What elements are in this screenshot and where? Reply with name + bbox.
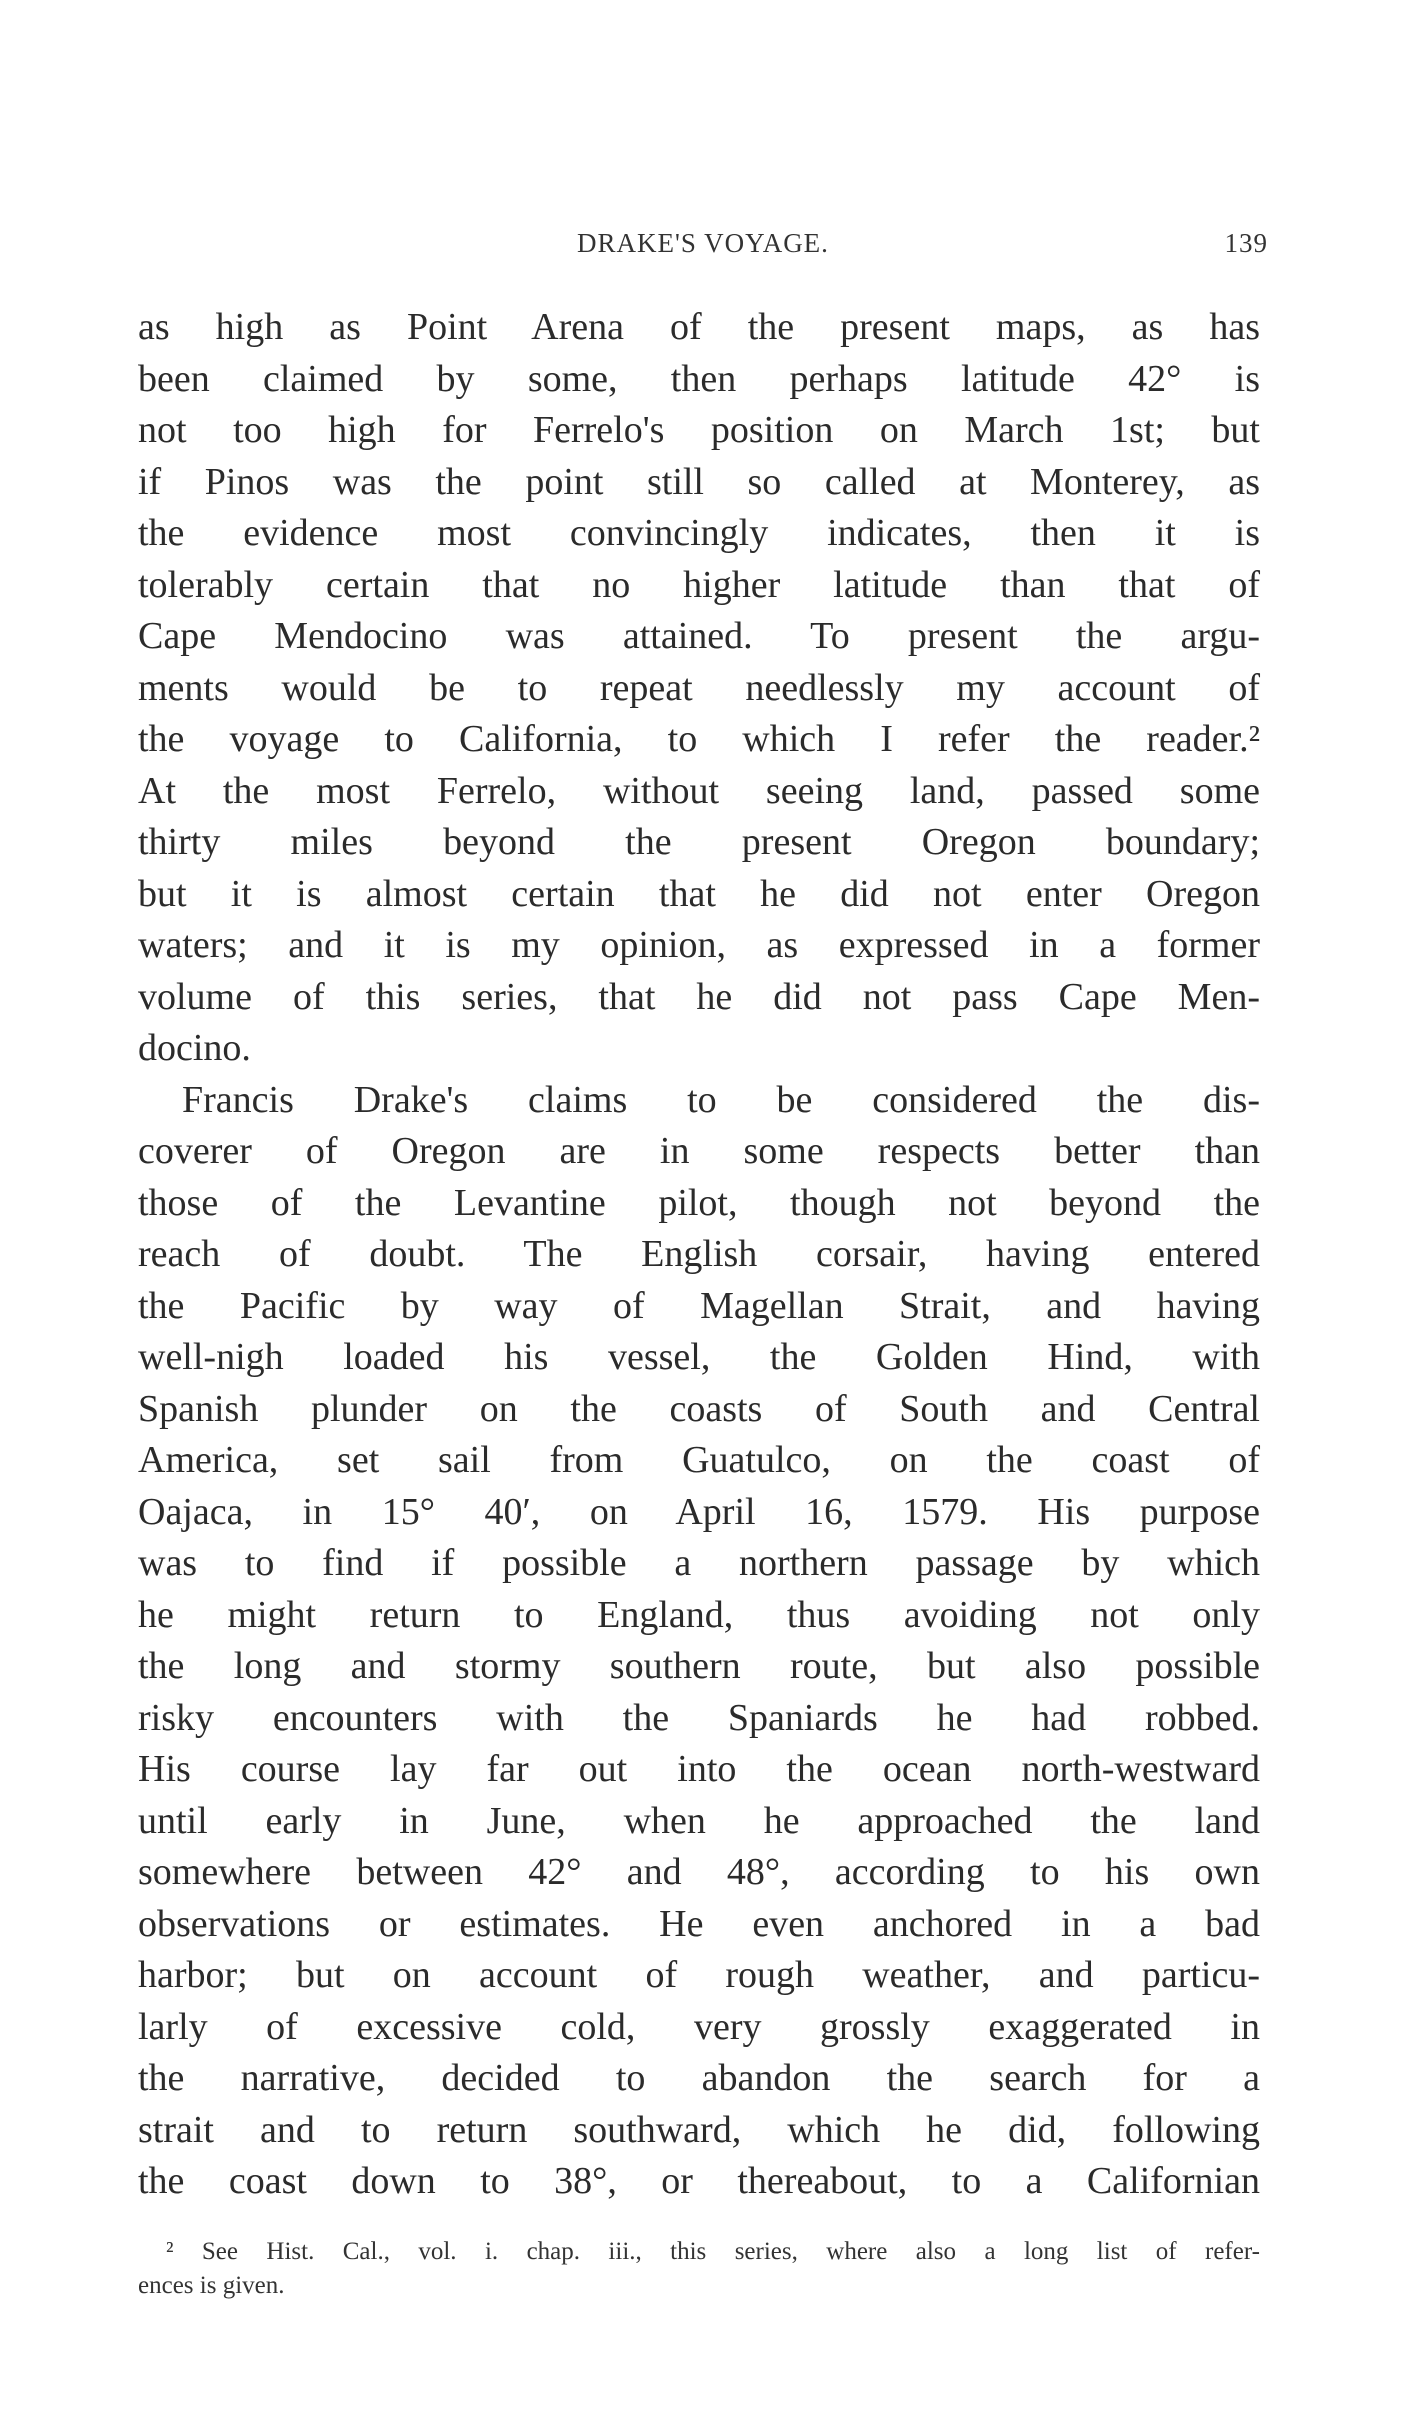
text-line: was to find if possible a northern passage by which <box>138 1542 1260 1584</box>
text-line: the Pacific by way of Magellan Strait, and having <box>138 1284 1260 1327</box>
text-line: as high as Point Arena of the present maps, as has <box>138 306 1260 348</box>
text-line: Cape Mendocino was attained. To present the argu- <box>138 615 1260 657</box>
text-line: coverer of Oregon are in some respects better than <box>138 1130 1260 1172</box>
text-line: been claimed by some, then perhaps latitude 42° is <box>138 357 1260 400</box>
text-line: well-nigh loaded his vessel, the Golden Hind, with <box>138 1336 1260 1378</box>
running-head <box>138 228 1268 268</box>
footnotes <box>138 2235 1260 2303</box>
running-title: DRAKE'S VOYAGE. <box>577 228 829 258</box>
text-line: thirty miles beyond the present Oregon boundary; <box>138 821 1260 863</box>
text-line: the evidence most convincingly indicates, then it is <box>138 512 1260 554</box>
text-line: the coast down to 38°, or thereabout, to a Californian <box>138 2160 1260 2202</box>
text-line: larly of excessive cold, very grossly exaggerated in <box>138 2005 1260 2048</box>
text-line: tolerably certain that no higher latitude than that of <box>138 563 1260 606</box>
page-number: 139 <box>1224 228 1268 258</box>
text-line: until early in June, when he approached the land <box>138 1799 1260 1842</box>
text-line: if Pinos was the point still so called at Monterey, as <box>138 460 1260 503</box>
text-line: waters; and it is my opinion, as expressed in a former <box>138 924 1260 966</box>
text-line: those of the Levantine pilot, though not beyond the <box>138 1181 1260 1224</box>
body-text <box>138 302 1260 2208</box>
text-line: docino. <box>138 1027 251 1069</box>
text-line: America, set sail from Guatulco, on the coast of <box>138 1439 1260 1481</box>
text-line: harbor; but on account of rough weather, and particu- <box>138 1954 1260 1996</box>
text-line: Oajaca, in 15° 40′, on April 16, 1579. His purpose <box>138 1490 1260 1533</box>
text-line: strait and to return southward, which he did, following <box>138 2108 1260 2151</box>
text-line: he might return to England, thus avoiding not only <box>138 1593 1260 1636</box>
text-line: Francis Drake's claims to be considered the dis- <box>182 1078 1260 1121</box>
text-line: Spanish plunder on the coasts of South and Central <box>138 1387 1260 1430</box>
footnote-line: ences is given. <box>138 2272 285 2299</box>
text-line: volume of this series, that he did not pass Cape Men- <box>138 975 1260 1018</box>
text-line: His course lay far out into the ocean north-westward <box>138 1748 1260 1790</box>
text-line: At the most Ferrelo, without seeing land, passed some <box>138 769 1260 812</box>
text-line: not too high for Ferrelo's position on March 1st; but <box>138 409 1260 451</box>
text-line: but it is almost certain that he did not enter Oregon <box>138 872 1260 915</box>
text-line: observations or estimates. He even anchored in a bad <box>138 1902 1260 1945</box>
text-line: ments would be to repeat needlessly my account of <box>138 666 1260 709</box>
footnote-line: ² See Hist. Cal., vol. i. chap. iii., this series, where also a long list of refer- <box>166 2238 1260 2265</box>
text-line: somewhere between 42° and 48°, according to his own <box>138 1851 1260 1893</box>
text-line: the narrative, decided to abandon the search for a <box>138 2057 1260 2099</box>
text-line: reach of doubt. The English corsair, having entered <box>138 1233 1260 1275</box>
text-line: the voyage to California, to which I refer the reader.² <box>138 718 1260 760</box>
text-line: risky encounters with the Spaniards he had robbed. <box>138 1696 1260 1739</box>
text-line: the long and stormy southern route, but also possible <box>138 1645 1260 1687</box>
